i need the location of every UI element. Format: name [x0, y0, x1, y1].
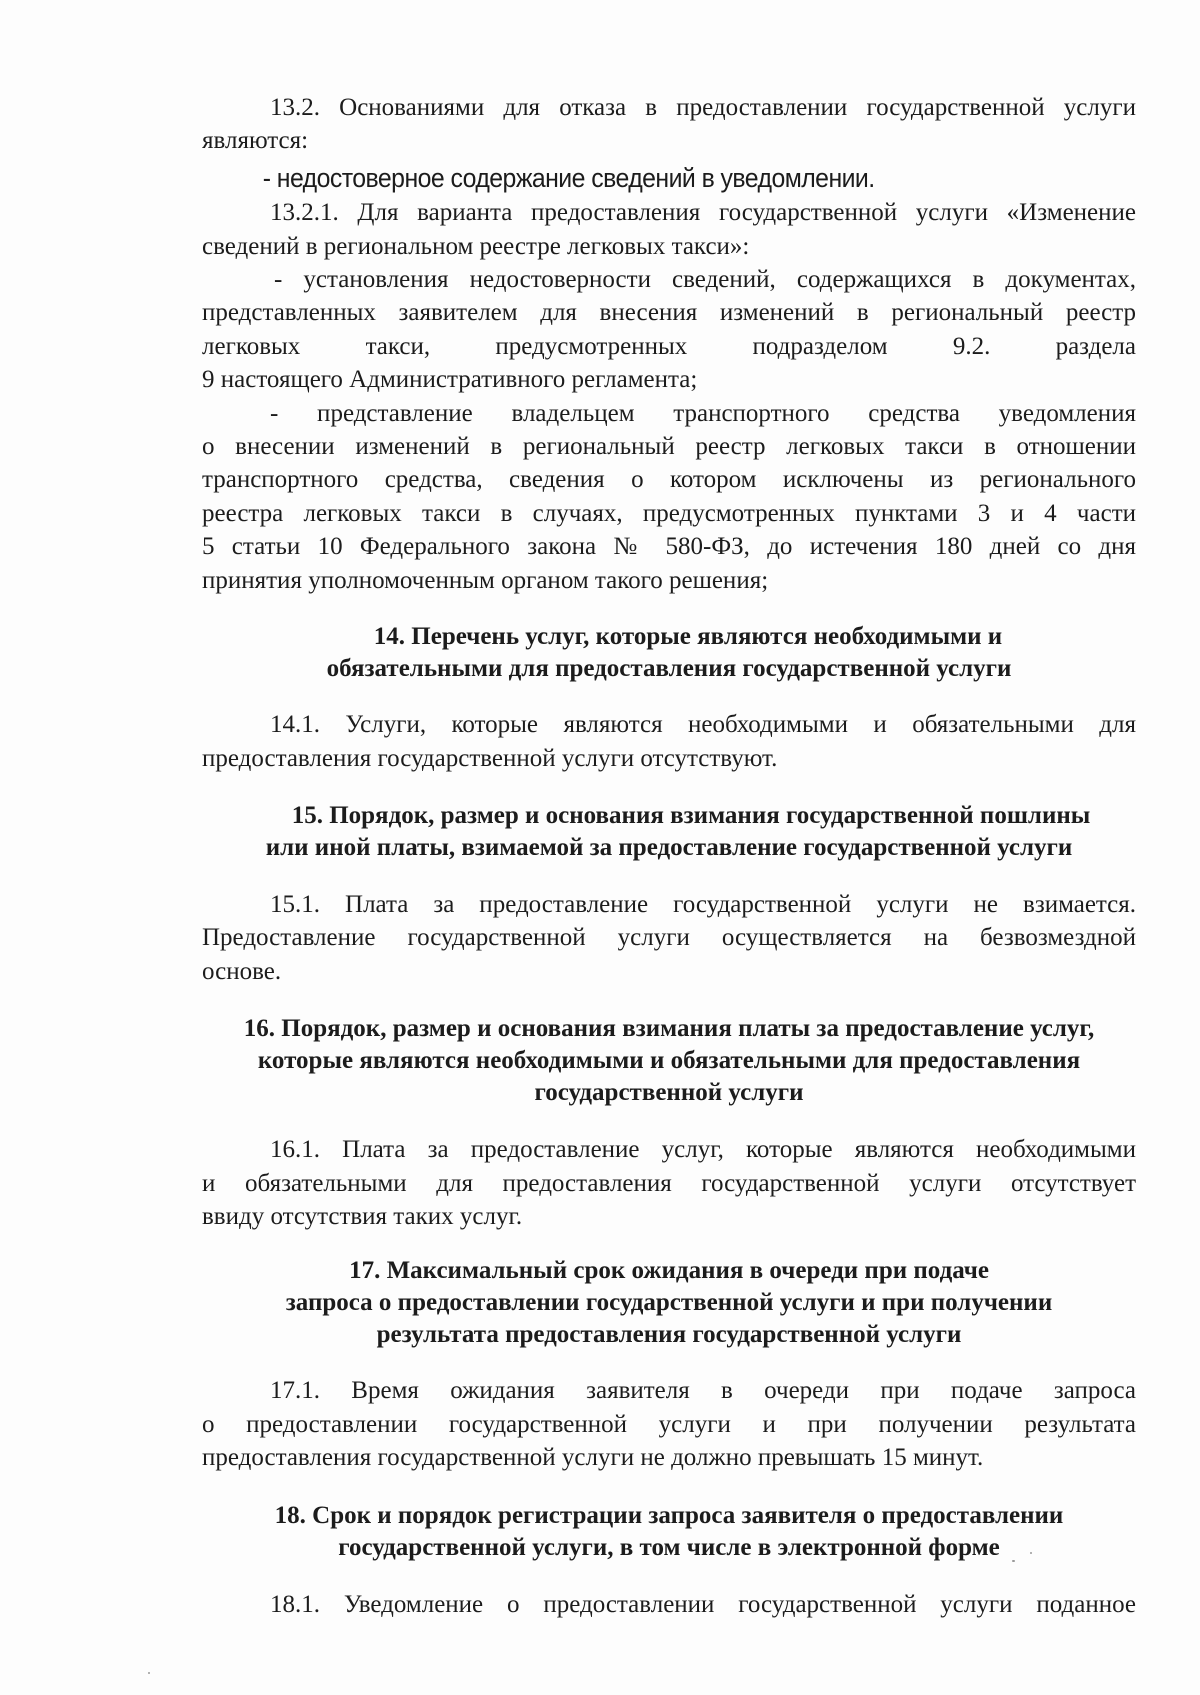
heading-line: 15. Порядок, размер и основания взимания государственной пошлины: [291, 801, 1091, 829]
heading-line: государственной услуги, в том числе в электронной форме: [338, 1533, 1000, 1561]
heading-line: 16. Порядок, размер и основания взимания платы за предоставление услуг,: [243, 1015, 1095, 1043]
section-heading-14: [202, 621, 1136, 685]
text-line: - представление владельцем транспортного средства уведомления: [270, 399, 1136, 427]
scan-speck: [1030, 1552, 1032, 1554]
text-line: 14.1. Услуги, которые являются необходимыми и обязательными для: [270, 711, 1136, 739]
text-line: и обязательными для предоставления государственной услуги отсутствует: [202, 1169, 1136, 1197]
list-item-unreliable-info: [202, 263, 1136, 397]
heading-line: обязательными для предоставления государственной услуги: [326, 655, 1012, 683]
text-line: представленных заявителем для внесения изменений в региональный реестр: [202, 299, 1136, 327]
text-line: принятия уполномоченным органом такого решения;: [202, 566, 769, 594]
paragraph-15-1: [202, 888, 1136, 988]
refusal-ground-item: - недостоверное содержание сведений в уведомлении.: [262, 162, 875, 193]
text-line: основе.: [202, 957, 282, 985]
text-line: 9 настоящего Административного регламента;: [202, 366, 698, 394]
section-heading-16: [202, 1013, 1136, 1109]
text-line: 16.1. Плата за предоставление услуг, которые являются необходимыми: [270, 1136, 1136, 1164]
section-heading-17: [202, 1255, 1136, 1351]
paragraph-18-1: [202, 1588, 1136, 1621]
paragraph-14-1: [202, 708, 1136, 775]
paragraph-13-2: [202, 91, 1136, 158]
text-line: о внесении изменений в региональный реестр легковых такси в отношении: [202, 433, 1136, 461]
text-line: о предоставлении государственной услуги и при получении результата: [202, 1410, 1136, 1438]
text-line: предоставления государственной услуги отсутствуют.: [202, 744, 778, 772]
text-line: 5 статьи 10 Федерального закона № 580-ФЗ, до истечения 180 дней со дня: [202, 533, 1136, 561]
text-line: 15.1. Плата за предоставление государственной услуги не взимается.: [270, 890, 1136, 918]
scan-speck: [1012, 1560, 1015, 1562]
paragraph-16-1: [202, 1133, 1136, 1233]
heading-line: 18. Срок и порядок регистрации запроса заявителя о предоставлении: [274, 1501, 1064, 1529]
text-line: легковых такси, предусмотренных подразделом 9.2. раздела: [202, 332, 1136, 360]
page-content: [202, 91, 1136, 1621]
heading-line: или иной платы, взимаемой за предоставление государственной услуги: [265, 833, 1073, 861]
text-line: ввиду отсутствия таких услуг.: [202, 1202, 523, 1230]
section-heading-15: [202, 800, 1136, 864]
heading-line: запроса о предоставлении государственной услуги и при получении: [285, 1289, 1053, 1317]
text-line: 17.1. Время ожидания заявителя в очереди при подаче запроса: [270, 1377, 1136, 1405]
text-line: предоставления государственной услуги не должно превышать 15 минут.: [202, 1444, 984, 1472]
text-line: - установления недостоверности сведений, содержащихся в документах,: [274, 266, 1136, 294]
heading-line: которые являются необходимыми и обязательными для предоставления: [257, 1047, 1081, 1075]
heading-line: государственной услуги: [534, 1079, 804, 1107]
text-line: 13.2. Основаниями для отказа в предоставлении государственной услуги: [270, 94, 1136, 121]
list-item-owner-notice: [202, 397, 1136, 597]
text-line: транспортного средства, сведения о котором исключены из регионального: [202, 466, 1136, 494]
heading-line: результата предоставления государственной услуги: [376, 1321, 962, 1349]
heading-line: 14. Перечень услуг, которые являются необходимыми и: [373, 623, 1003, 651]
heading-line: 17. Максимальный срок ожидания в очереди при подаче: [349, 1257, 989, 1285]
paragraph-17-1: [202, 1374, 1136, 1474]
text-line: сведений в региональном реестре легковых такси»:: [202, 232, 750, 260]
text-line: реестра легковых такси в случаях, предусмотренных пунктами 3 и 4 части: [202, 499, 1136, 527]
section-heading-18: [202, 1500, 1136, 1564]
text-line: 18.1. Уведомление о предоставлении государственной услуги поданное: [270, 1590, 1136, 1618]
scan-speck: [148, 1672, 150, 1674]
paragraph-13-2-1: [202, 196, 1136, 263]
text-line: Предоставление государственной услуги осуществляется на безвозмездной: [202, 924, 1136, 952]
text-line: являются:: [202, 127, 309, 155]
text-line: 13.2.1. Для варианта предоставления государственной услуги «Изменение: [270, 199, 1136, 227]
